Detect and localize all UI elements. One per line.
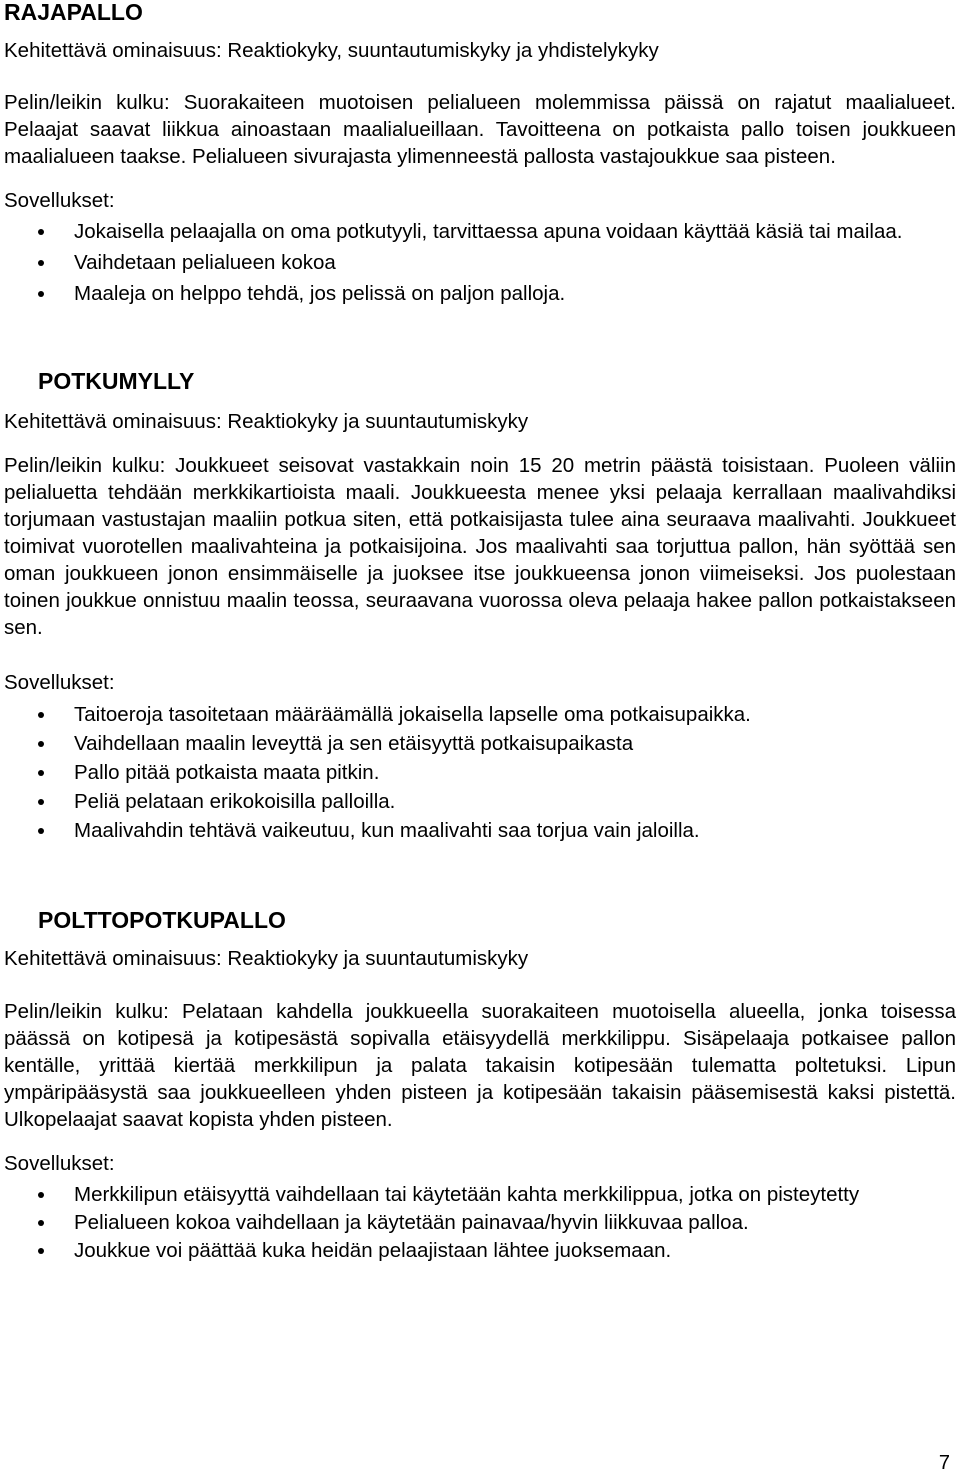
bullet-icon (38, 1248, 44, 1254)
applications-label: Sovellukset: (4, 671, 115, 694)
list-item: Maalivahdin tehtävä vaikeutuu, kun maalivahti saa torjua vain jaloilla. (4, 817, 956, 844)
section-title-polttopotkupallo: POLTTOPOTKUPALLO (38, 907, 286, 933)
list-item: Taitoeroja tasoitetaan määräämällä jokaisella lapselle oma potkaisupaikka. (4, 701, 956, 728)
game-description: Pelin/leikin kulku: Joukkueet seisovat vastakkain noin 15 20 metrin päästä toisistaan. Puoleen väliin pelialuetta tehdään merkkikartioista maali. Joukkueesta menee yksi pelaaja kerrallaan maalivahdiksi torjumaan vastustajan maaliin potkua siten, että potkaisijasta tulee aina seuraava maalivahti. Joukkueet toimivat vuorotellen maalivahteina ja potkaisijoina. Jos maalivahti saa torjuttua pallon, hän syöttää sen oman joukkueen jonon ensimmäiselle ja juoksee itse joukkueensa jonon viimeiseksi. Jos puolestaan toinen joukkue onnistuu maalin teossa, seuraavana vuorossa oleva pelaaja hakee pallon potkaistakseen sen. (4, 454, 956, 639)
applications-list (4, 218, 956, 307)
list-item: Pelialueen kokoa vaihdellaan ja käytetään painavaa/hyvin liikkuvaa palloa. (4, 1209, 956, 1236)
bullet-icon (38, 291, 44, 297)
bullet-icon (38, 799, 44, 805)
game-description: Pelin/leikin kulku: Suorakaiteen muotoisen pelialueen molemmissa päissä on rajatut maalialueet. Pelaajat saavat liikkua ainoastaan maalialueillaan. Tavoitteena on potkaista pallo toisen joukkueen maalialueen taakse. Pelialueen sivurajasta ylimenneestä pallosta vastajoukkue saa pisteen. (4, 91, 956, 168)
applications-list (4, 701, 956, 844)
bullet-icon (38, 770, 44, 776)
game-description: Pelin/leikin kulku: Pelataan kahdella joukkueella suorakaiteen muotoisella alueella, jonka toisessa päässä on kotipesä ja kotipesästä sopivalla etäisyydellä merkkilippu. Sisäpelaaja potkaisee pallon kentälle, yrittää kiertää merkkilipun ja palata takaisin kotipesään tulematta poltetuksi. Lipun ympäripääsystä saa joukkueelleen yhden pisteen ja kotipesään takaisin pääsemisestä kaksi pistettä. Ulkopelaajat saavat kopista yhden pisteen. (4, 1000, 956, 1131)
list-item: Merkkilipun etäisyyttä vaihdellaan tai käytetään kahta merkkilippua, jotka on pisteytetty (4, 1181, 956, 1208)
document-page (4, 0, 956, 1264)
bullet-icon (38, 1192, 44, 1198)
bullet-icon (38, 741, 44, 747)
bullet-icon (38, 712, 44, 718)
list-item: Jokaisella pelaajalla on oma potkutyyli, tarvittaessa apuna voidaan käyttää käsiä tai mailaa. (4, 218, 956, 245)
skill-line: Kehitettävä ominaisuus: Reaktiokyky ja suuntautumiskyky (4, 410, 529, 433)
bullet-icon (38, 229, 44, 235)
bullet-icon (38, 828, 44, 834)
list-item: Peliä pelataan erikokoisilla palloilla. (4, 788, 956, 815)
section-title-potkumylly: POTKUMYLLY (38, 368, 195, 394)
page-number: 7 (938, 1452, 950, 1474)
bullet-icon (38, 260, 44, 266)
list-item: Vaihdetaan pelialueen kokoa (4, 249, 956, 276)
skill-line: Kehitettävä ominaisuus: Reaktiokyky, suuntautumiskyky ja yhdistelykyky (4, 39, 659, 62)
section-title-rajapallo: RAJAPALLO (4, 0, 143, 25)
applications-label: Sovellukset: (4, 1152, 115, 1175)
list-item: Maaleja on helppo tehdä, jos pelissä on paljon palloja. (4, 280, 956, 307)
applications-list (4, 1181, 956, 1264)
list-item: Pallo pitää potkaista maata pitkin. (4, 759, 956, 786)
list-item: Joukkue voi päättää kuka heidän pelaajistaan lähtee juoksemaan. (4, 1237, 956, 1264)
bullet-icon (38, 1220, 44, 1226)
skill-line: Kehitettävä ominaisuus: Reaktiokyky ja suuntautumiskyky (4, 947, 529, 970)
applications-label: Sovellukset: (4, 189, 115, 212)
list-item: Vaihdellaan maalin leveyttä ja sen etäisyyttä potkaisupaikasta (4, 730, 956, 757)
